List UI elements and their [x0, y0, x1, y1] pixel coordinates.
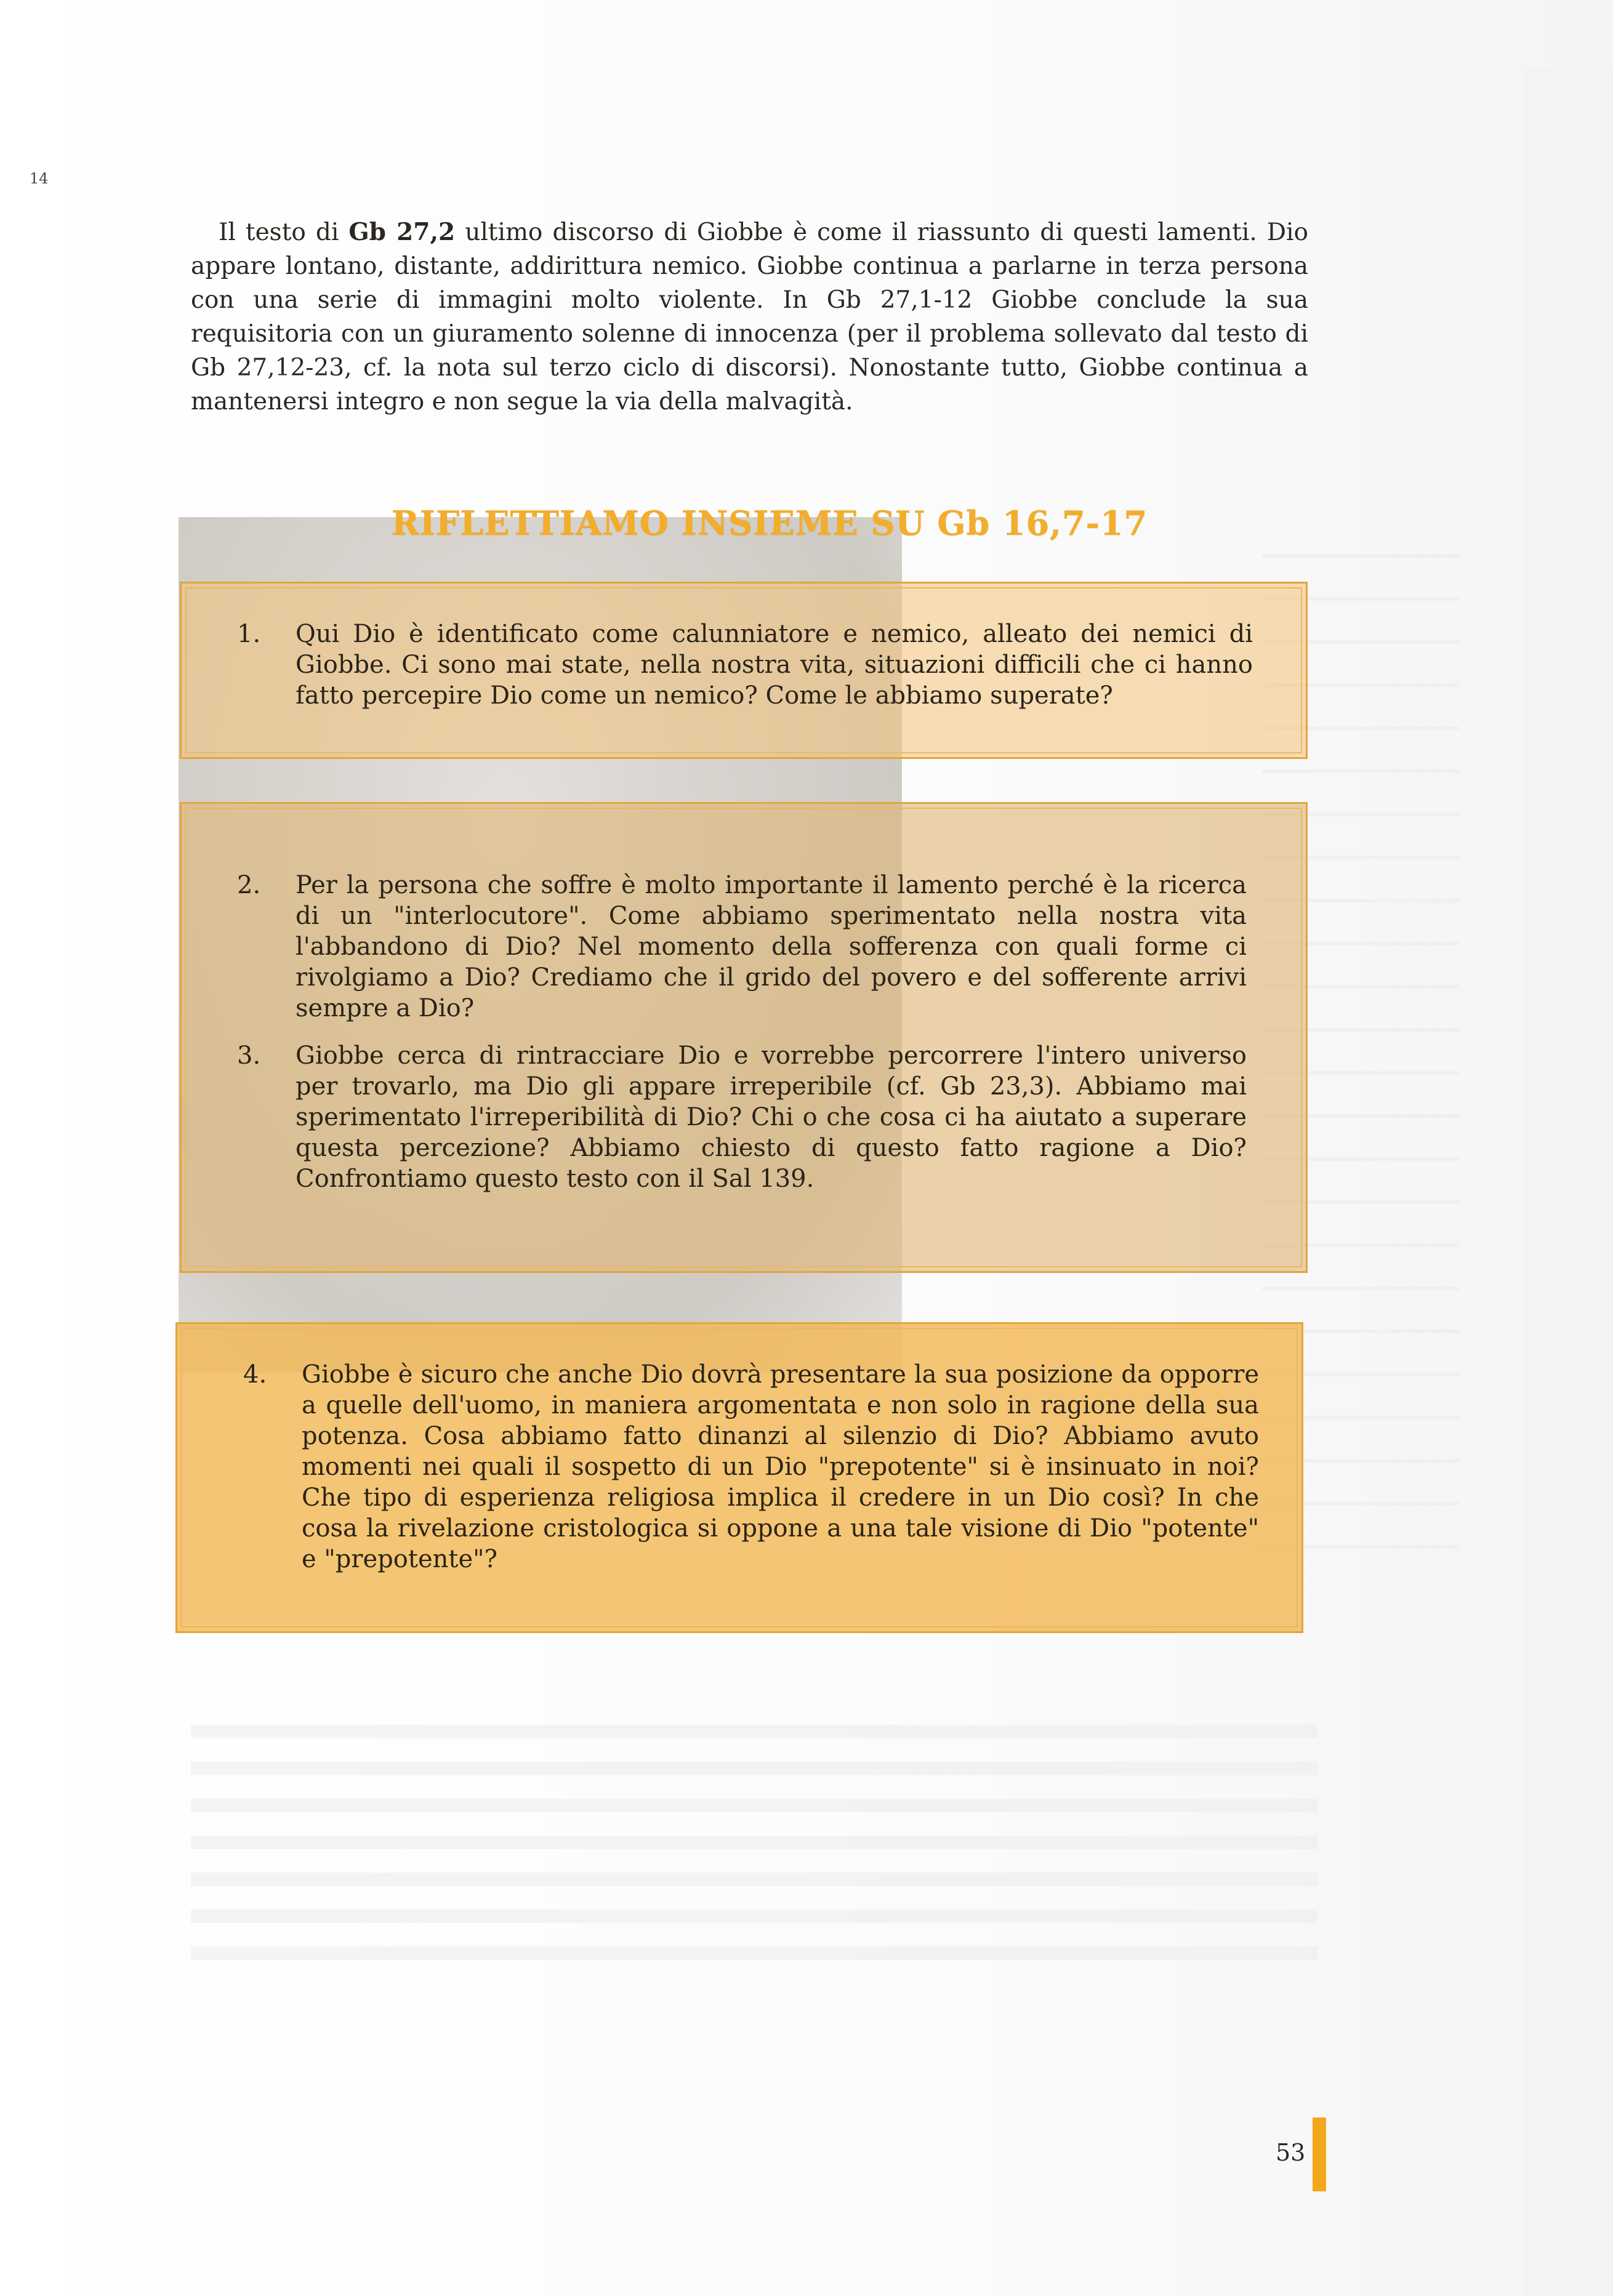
question-number: 3.: [237, 1042, 261, 1070]
intro-paragraph: [191, 215, 1308, 419]
question-item: [237, 870, 1247, 1024]
question-number: 2.: [237, 871, 261, 899]
question-item: [243, 1359, 1259, 1575]
intro-body: ultimo discorso di Giobbe è come il riassunto di questi lamenti. Dio appare lontano, distante, addirittura nemico. Giobbe continua a parlarne in terza persona con una serie di immagini molto violente. In Gb 27,1-12 Giobbe conclude la sua requisitoria con un giuramento solenne di innocenza (per il problema sollevato dal testo di Gb 27,12-23, cf. la nota sul terzo ciclo di discorsi). Nonostante tutto, Giobbe continua a mantenersi integro e non segue la via della malvagità.: [191, 219, 1308, 415]
question-text: Giobbe è sicuro che anche Dio dovrà presentare la sua posizione da opporre a quelle dell'uomo, in maniera argomentata e non solo in ragione della sua potenza. Cosa abbiamo fatto dinanzi al silenzio di Dio? Abbiamo avuto momenti nei quali il sospetto di un Dio "prepotente" si è insinuato in noi? Che tipo di esperienza religiosa implica il credere in un Dio così? In che cosa la rivelazione cristologica si oppone a una tale visione di Dio "potente" e "prepotente"?: [302, 1360, 1259, 1573]
section-title: RIFLETTIAMO INSIEME SU Gb 16,7-17: [391, 504, 1148, 543]
question-text: Qui Dio è identificato come calunniatore e nemico, alleato dei nemici di Giobbe. Ci sono mai state, nella nostra vita, situazioni difficili che ci hanno fatto percepire Dio come un nemico? Come le abbiamo superate?: [296, 620, 1253, 710]
question-number: 1.: [237, 620, 261, 648]
page-edge: [1524, 68, 1613, 2296]
intro-pre: Il testo di: [219, 219, 349, 246]
small-folio-number: 14: [30, 170, 49, 187]
question-number: 4.: [243, 1360, 267, 1389]
question-item: [237, 1040, 1247, 1194]
show-through-text-bottom: [191, 1711, 1317, 1982]
question-text: Per la persona che soffre è molto importante il lamento perché è la ricerca di un "interlocutore". Come abbiamo sperimentato nella nostra vita l'abbandono di Dio? Nel momento della sofferenza con quali forme ci rivolgiamo a Dio? Crediamo che il grido del povero e del sofferente arrivi sempre a Dio?: [296, 871, 1247, 1022]
page-number: 53: [1276, 2139, 1306, 2166]
intro-reference: Gb 27,2: [348, 218, 456, 246]
question-item: [237, 619, 1253, 711]
question-text: Giobbe cerca di rintracciare Dio e vorrebbe percorrere l'intero universo per trovarlo, ma Dio gli appare irreperibile (cf. Gb 23,3). Abbiamo mai sperimentato l'irreperibilità di Dio? Chi o che cosa ci ha aiutato a superare questa percezione? Abbiamo chiesto di questo fatto ragione a Dio? Confrontiamo questo testo con il Sal 139.: [296, 1042, 1247, 1193]
page-tab-marker: [1313, 2117, 1326, 2191]
